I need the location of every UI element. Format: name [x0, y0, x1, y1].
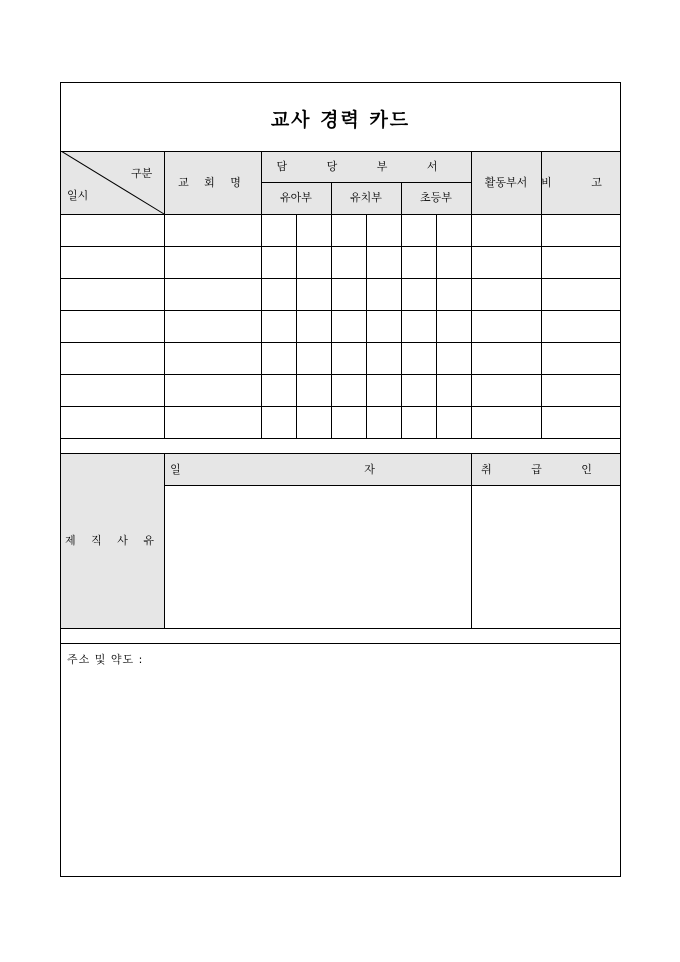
- divider: [366, 214, 367, 438]
- divider: [471, 151, 472, 438]
- header-sub-yuchi: 유치부: [350, 191, 382, 204]
- header-sub-chodeung: 초등부: [420, 191, 452, 204]
- teacher-career-card: [60, 82, 621, 877]
- address-label: 주소 및 약도 :: [67, 653, 144, 666]
- divider: [331, 182, 332, 438]
- divider: [61, 453, 620, 454]
- divider: [471, 453, 472, 628]
- divider: [61, 246, 620, 247]
- header-church-name: 교 회 명: [178, 176, 247, 189]
- card-title: 교사 경력 카드: [270, 109, 411, 131]
- divider: [61, 628, 620, 629]
- divider: [61, 374, 620, 375]
- header-category: 구분: [131, 167, 153, 180]
- diagonal-divider: [61, 151, 165, 215]
- divider: [61, 406, 620, 407]
- divider: [61, 438, 620, 439]
- divider: [61, 310, 620, 311]
- removal-date-header: 일 자: [170, 463, 465, 476]
- divider: [61, 643, 620, 644]
- removal-reason-label: 제 직 사 유: [65, 534, 160, 547]
- divider: [61, 278, 620, 279]
- header-activity: 활동부서: [484, 176, 528, 189]
- divider: [164, 453, 165, 628]
- divider: [541, 151, 542, 438]
- header-date: 일시: [67, 189, 89, 202]
- divider: [296, 214, 297, 438]
- header-sub-youa: 유아부: [280, 191, 312, 204]
- divider: [164, 485, 620, 486]
- divider: [436, 214, 437, 438]
- removal-handler-header: 취 급 인: [481, 463, 610, 476]
- header-department-group: 담 당 부 서: [276, 160, 456, 173]
- divider: [61, 342, 620, 343]
- divider: [401, 182, 402, 438]
- header-remarks: 비 고: [541, 176, 620, 189]
- divider: [261, 182, 471, 183]
